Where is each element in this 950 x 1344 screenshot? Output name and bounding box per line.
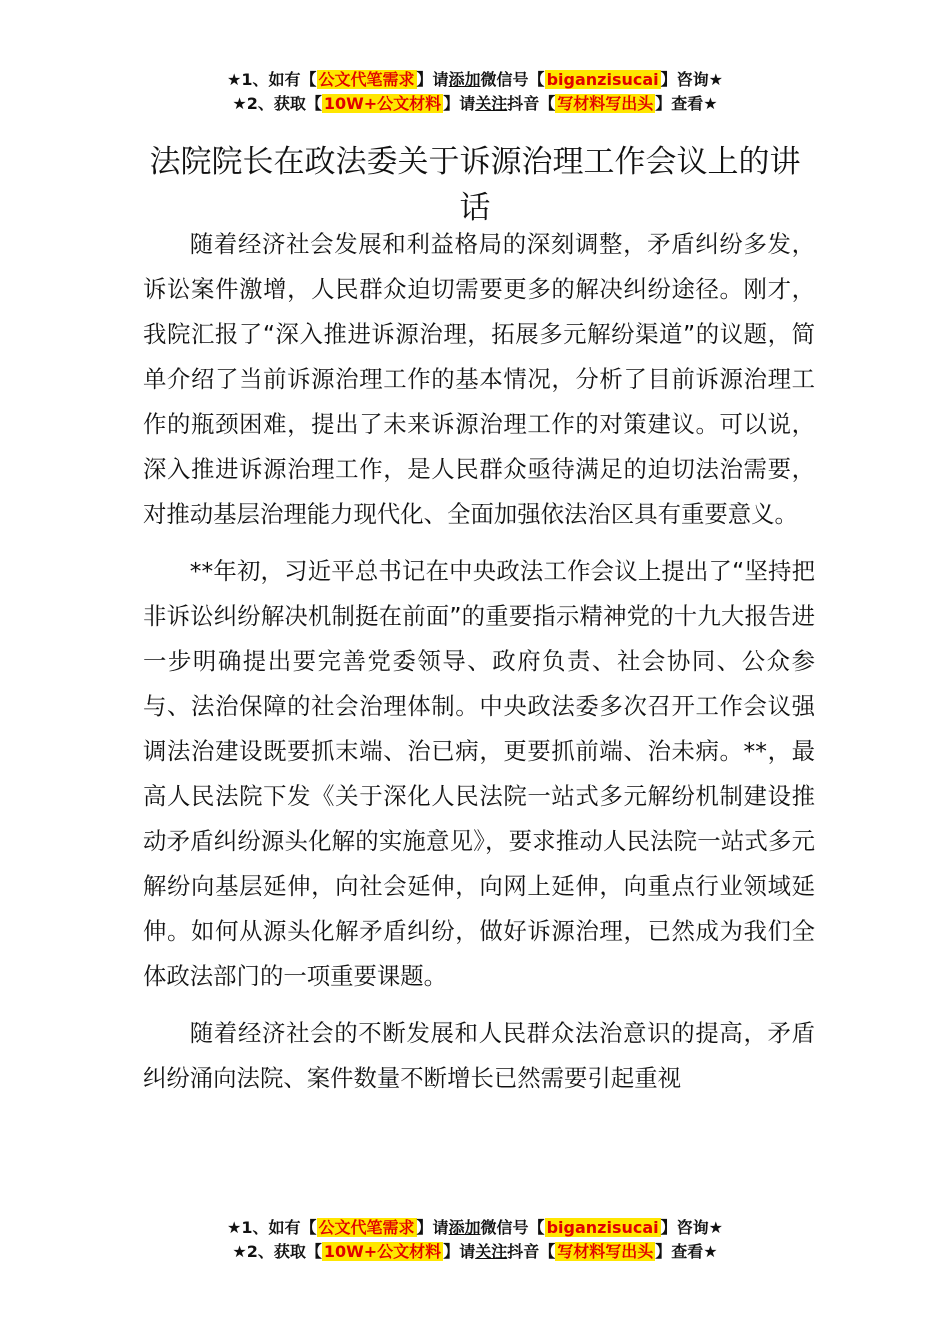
highlight-service: 公文代笔需求 [318, 70, 415, 89]
paragraph-3: 随着经济社会的不断发展和人民群众法治意识的提高，矛盾纠纷涌向法院、案件数量不断增长已然需要引起重视 [143, 1019, 815, 1092]
header-promo-banner [0, 68, 950, 116]
highlight-wechat-id: biganzisucai [546, 70, 659, 89]
document-body [143, 222, 815, 1113]
highlight-wechat-id: biganzisucai [546, 1218, 659, 1237]
promo-line-2: ★2、获取【 10W+公文材料 】请关注抖音【 写材料写出头 】查看★ [232, 1242, 718, 1261]
highlight-materials: 10W+公文材料 [323, 1242, 442, 1261]
highlight-douyin-id: 写材料写出头 [557, 1242, 654, 1261]
highlight-service: 公文代笔需求 [318, 1218, 415, 1237]
promo-line-1: ★1、如有【 公文代笔需求 】请添加微信号【 biganzisucai 】咨询★ [227, 70, 723, 89]
highlight-materials: 10W+公文材料 [323, 94, 442, 113]
document-title: 法院院长在政法委关于诉源治理工作会议上的讲话 [149, 143, 801, 226]
promo-line-2: ★2、获取【 10W+公文材料 】请关注抖音【 写材料写出头 】查看★ [232, 94, 718, 113]
paragraph-1: 随着经济社会发展和利益格局的深刻调整，矛盾纠纷多发，诉讼案件激增，人民群众迫切需要更多的解决纠纷途径。刚才，我院汇报了“深入推进诉源治理，拓展多元解纷渠道”的议题，简单介绍了当前诉源治理工作的基本情况，分析了目前诉源治理工作的瓶颈困难，提出了未来诉源治理工作的对策建议。可以说，深入推进诉源治理工作，是人民群众亟待满足的迫切法治需要，对推动基层治理能力现代化、全面加强依法治区具有重要意义。 [143, 230, 815, 528]
footer-promo-banner [0, 1216, 950, 1264]
promo-line-1: ★1、如有【 公文代笔需求 】请添加微信号【 biganzisucai 】咨询★ [227, 1218, 723, 1237]
paragraph-2: **年初，习近平总书记在中央政法工作会议上提出了“坚持把非诉讼纠纷解决机制挺在前面”的重要指示精神党的十九大报告进一步明确提出要完善党委领导、政府负责、社会协同、公众参与、法治保障的社会治理体制。中央政法委多次召开工作会议强调法治建设既要抓末端、治已病，更要抓前端、治未病。**，最高人民法院下发《关于深化人民法院一站式多元解纷机制建设推动矛盾纠纷源头化解的实施意见》，要求推动人民法院一站式多元解纷向基层延伸，向社会延伸，向网上延伸，向重点行业领域延伸。如何从源头化解矛盾纠纷，做好诉源治理，已然成为我们全体政法部门的一项重要课题。 [143, 557, 815, 990]
highlight-douyin-id: 写材料写出头 [557, 94, 654, 113]
